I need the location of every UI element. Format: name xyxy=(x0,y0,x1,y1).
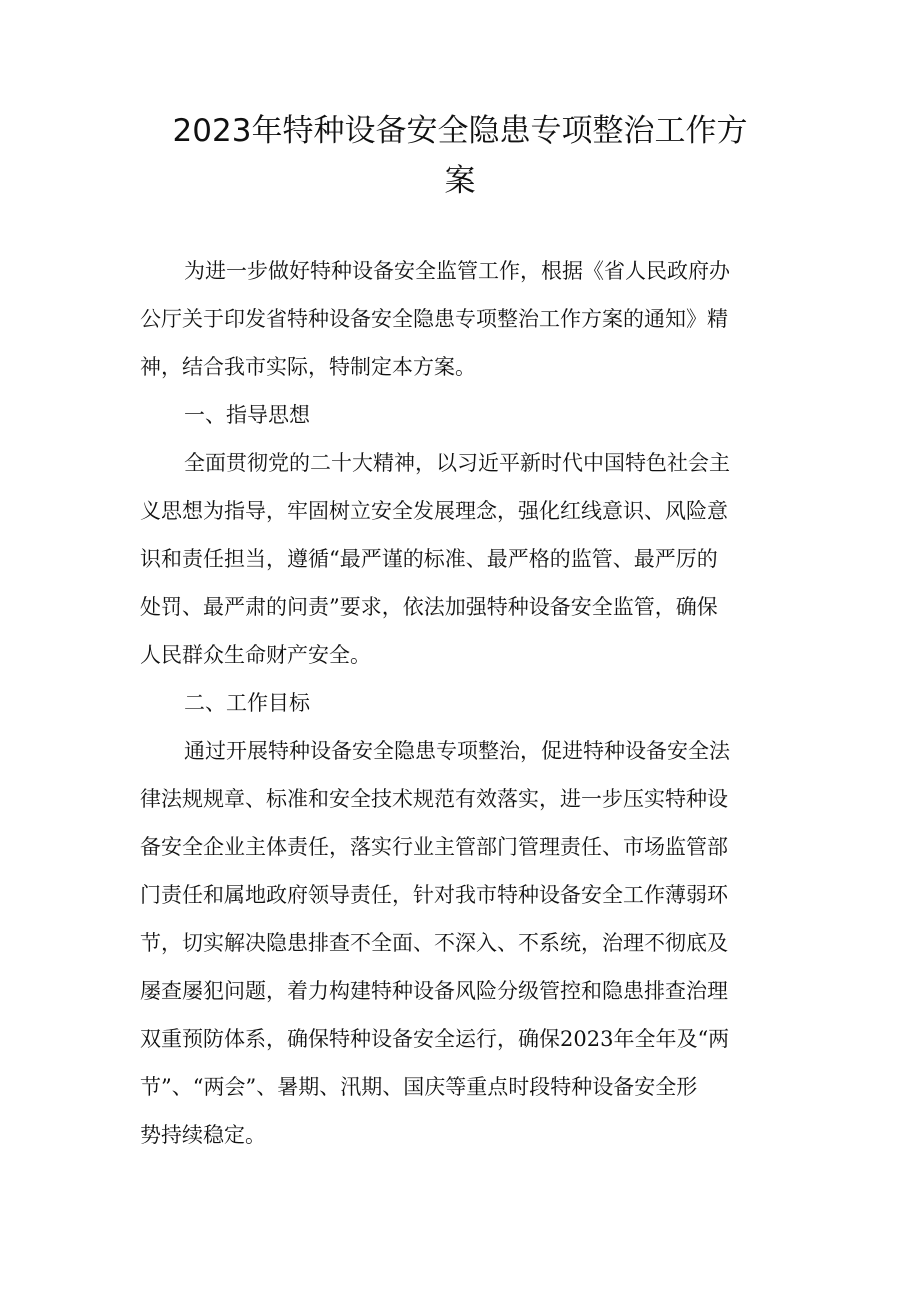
section-2-paragraph-line: 律法规规章、标准和安全技术规范有效落实，进一步压实特种设 xyxy=(140,787,728,811)
section-2-paragraph-line: 势持续稳定。 xyxy=(140,1123,266,1147)
intro-paragraph-line: 为进一步做好特种设备安全监管工作，根据《省人民政府办 xyxy=(184,259,730,283)
section-1-paragraph-line: 义思想为指导，牢固树立安全发展理念，强化红线意识、风险意 xyxy=(140,499,728,523)
section-2-paragraph-line: 通过开展特种设备安全隐患专项整治，促进特种设备安全法 xyxy=(184,739,730,763)
section-2-paragraph-line: 节，切实解决隐患排查不全面、不深入、不系统，治理不彻底及 xyxy=(140,931,728,955)
intro-paragraph-line: 神，结合我市实际，特制定本方案。 xyxy=(140,355,476,379)
section-2-paragraph-line: 节”、“两会”、暑期、汛期、国庆等重点时段特种设备安全形 xyxy=(140,1075,698,1099)
section-1-paragraph-line: 处罚、最严肃的问责”要求，依法加强特种设备安全监管，确保 xyxy=(140,595,718,619)
section-2-heading: 二、工作目标 xyxy=(184,691,310,715)
section-1-paragraph-line: 识和责任担当，遵循“最严谨的标准、最严格的监管、最严厉的 xyxy=(140,547,718,571)
section-2-paragraph-line: 双重预防体系，确保特种设备安全运行，确保2023年全年及“两 xyxy=(140,1027,730,1051)
section-1-paragraph-line: 全面贯彻党的二十大精神，以习近平新时代中国特色社会主 xyxy=(184,451,730,475)
section-2-paragraph-line: 屡查屡犯问题，着力构建特种设备风险分级管控和隐患排查治理 xyxy=(140,979,728,1003)
intro-paragraph-line: 公厅关于印发省特种设备安全隐患专项整治工作方案的通知》精 xyxy=(140,307,728,331)
section-2-paragraph-line: 备安全企业主体责任，落实行业主管部门管理责任、市场监管部 xyxy=(140,835,728,859)
section-1-paragraph-line: 人民群众生命财产安全。 xyxy=(140,643,371,667)
section-1-heading: 一、指导思想 xyxy=(184,403,310,427)
document-title-line-1: 2023年特种设备安全隐患专项整治工作方 xyxy=(172,113,748,149)
section-2-paragraph-line: 门责任和属地政府领导责任，针对我市特种设备安全工作薄弱环 xyxy=(140,883,728,907)
document-title-line-2: 案 xyxy=(444,163,476,199)
